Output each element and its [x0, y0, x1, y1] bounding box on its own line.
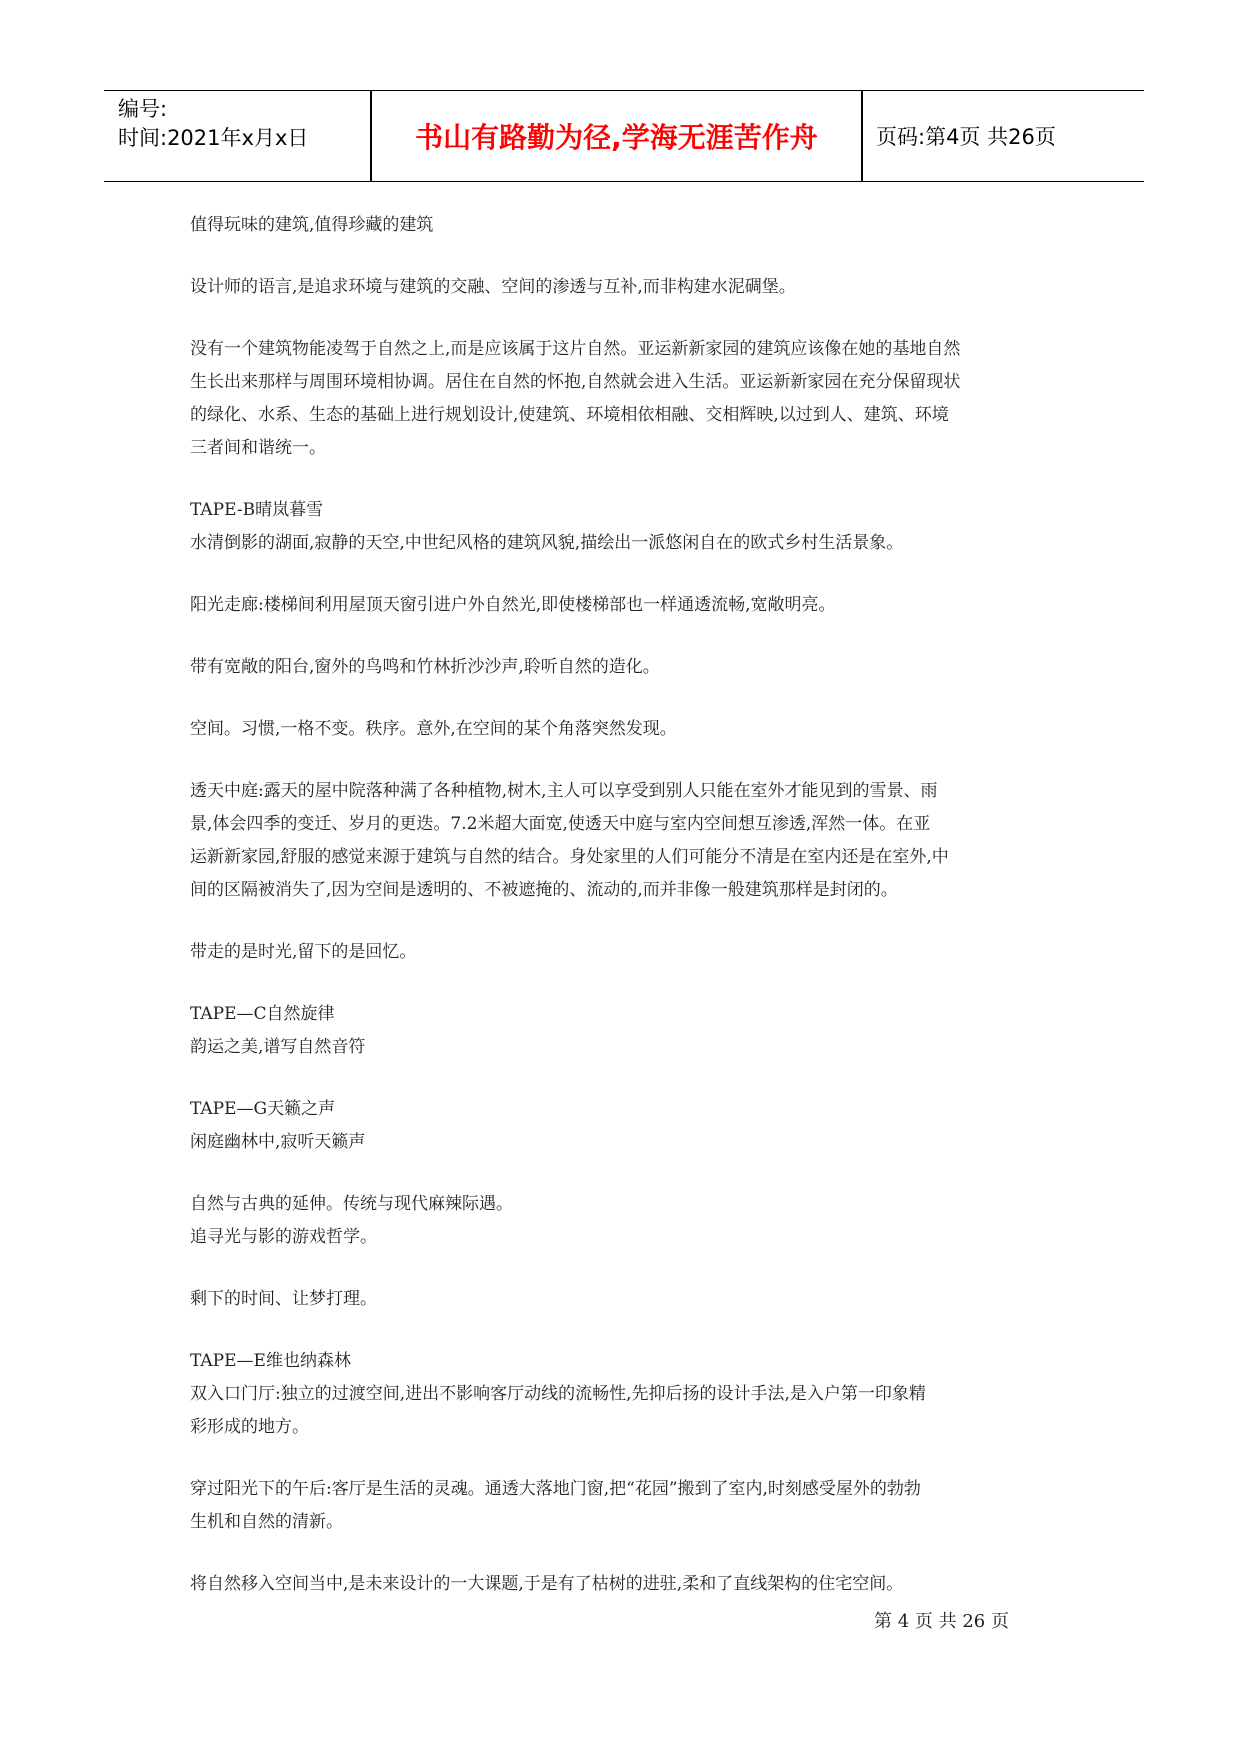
paragraph [190, 651, 1060, 684]
paragraph-line: 运新新家园,舒服的感觉来源于建筑与自然的结合。身处家里的人们可能分不清是在室内还是在室外,中 [190, 847, 949, 867]
paragraph-line: 闲庭幽林中,寂听天籁声 [190, 1132, 366, 1152]
paragraph-line: 剩下的时间、让梦打理。 [190, 1289, 377, 1309]
paragraph-line: 韵运之美,谱写自然音符 [190, 1037, 366, 1057]
paragraph-line: 生长出来那样与周围环境相协调。居住在自然的怀抱,自然就会进入生活。亚运新新家园在充分保留现状 [190, 372, 961, 392]
paragraph [190, 1568, 1060, 1601]
header-motto: 书山有路勤为径,学海无涯苦作舟 [415, 121, 818, 154]
paragraph-line: 阳光走廊:楼梯间利用屋顶天窗引进户外自然光,即使楼梯部也一样通透流畅,宽敞明亮。 [190, 595, 836, 615]
paragraph [190, 998, 1060, 1064]
paragraph [190, 775, 1060, 907]
paragraph-line: 间的区隔被消失了,因为空间是透明的、不被遮掩的、流动的,而并非像一般建筑那样是封闭的。 [190, 880, 898, 900]
paragraph [190, 936, 1060, 969]
paragraph [190, 1188, 1060, 1254]
time-label: 时间:2021年x月x日 [118, 126, 309, 150]
paragraph-line: 将自然移入空间当中,是未来设计的一大课题,于是有了枯树的进驻,柔和了直线架构的住宅空间。 [190, 1574, 904, 1594]
paragraph-line: 穿过阳光下的午后:客厅是生活的灵魂。通透大落地门窗,把“花园”搬到了室内,时刻感受屋外的勃勃 [190, 1479, 921, 1499]
paragraph [190, 589, 1060, 622]
document-body [190, 209, 1060, 1630]
paragraph [190, 1093, 1060, 1159]
paragraph-line: TAPE—C自然旋律 [190, 1004, 335, 1024]
paragraph [190, 1473, 1060, 1539]
header-page-info: 页码:第4页 共26页 [876, 125, 1056, 149]
paragraph-line: 三者间和谐统一。 [190, 438, 326, 458]
paragraph-line: TAPE—G天籁之声 [190, 1099, 336, 1119]
paragraph-line: 的绿化、水系、生态的基础上进行规划设计,使建筑、环境相依相融、交相辉映,以过到人、建筑、环境 [190, 405, 949, 425]
page-footer: 第 4 页 共 26 页 [874, 1611, 1009, 1632]
paragraph-line: TAPE-B晴岚暮雪 [190, 500, 324, 520]
paragraph-line: 双入口门厅:独立的过渡空间,进出不影响客厅动线的流畅性,先抑后扬的设计手法,是入户第一印象精 [190, 1384, 926, 1404]
paragraph [190, 494, 1060, 560]
paragraph-line: 追寻光与影的游戏哲学。 [190, 1227, 377, 1247]
paragraph [190, 209, 1060, 242]
paragraph-line: TAPE—E维也纳森林 [190, 1351, 351, 1371]
paragraph [190, 1283, 1060, 1316]
header-meta [118, 95, 368, 153]
paragraph-line: 景,体会四季的变迁、岁月的更迭。7.2米超大面宽,使透天中庭与室内空间想互渗透,浑然一体。在亚 [190, 814, 931, 834]
page-header [104, 90, 1144, 182]
paragraph [190, 713, 1060, 746]
paragraph-line: 生机和自然的清新。 [190, 1512, 343, 1532]
paragraph [190, 271, 1060, 304]
paragraph-line: 设计师的语言,是追求环境与建筑的交融、空间的渗透与互补,而非构建水泥碉堡。 [190, 277, 796, 297]
paragraph-line: 空间。习惯,一格不变。秩序。意外,在空间的某个角落突然发现。 [190, 719, 677, 739]
paragraph-line: 没有一个建筑物能凌驾于自然之上,而是应该属于这片自然。亚运新新家园的建筑应该像在她的基地自然 [190, 339, 961, 359]
paragraph [190, 333, 1060, 465]
paragraph-line: 水清倒影的湖面,寂静的天空,中世纪风格的建筑风貌,描绘出一派悠闲自在的欧式乡村生活景象。 [190, 533, 904, 553]
paragraph-line: 透天中庭:露天的屋中院落种满了各种植物,树木,主人可以享受到别人只能在室外才能见到的雪景、雨 [190, 781, 938, 801]
header-divider [861, 91, 863, 181]
number-label: 编号: [118, 97, 168, 121]
paragraph-line: 彩形成的地方。 [190, 1417, 309, 1437]
paragraph-line: 值得玩味的建筑,值得珍藏的建筑 [190, 215, 434, 235]
paragraph-line: 带有宽敞的阳台,窗外的鸟鸣和竹林折沙沙声,聆听自然的造化。 [190, 657, 660, 677]
paragraph [190, 1345, 1060, 1444]
paragraph-line: 带走的是时光,留下的是回忆。 [190, 942, 417, 962]
paragraph-line: 自然与古典的延伸。传统与现代麻辣际遇。 [190, 1194, 513, 1214]
